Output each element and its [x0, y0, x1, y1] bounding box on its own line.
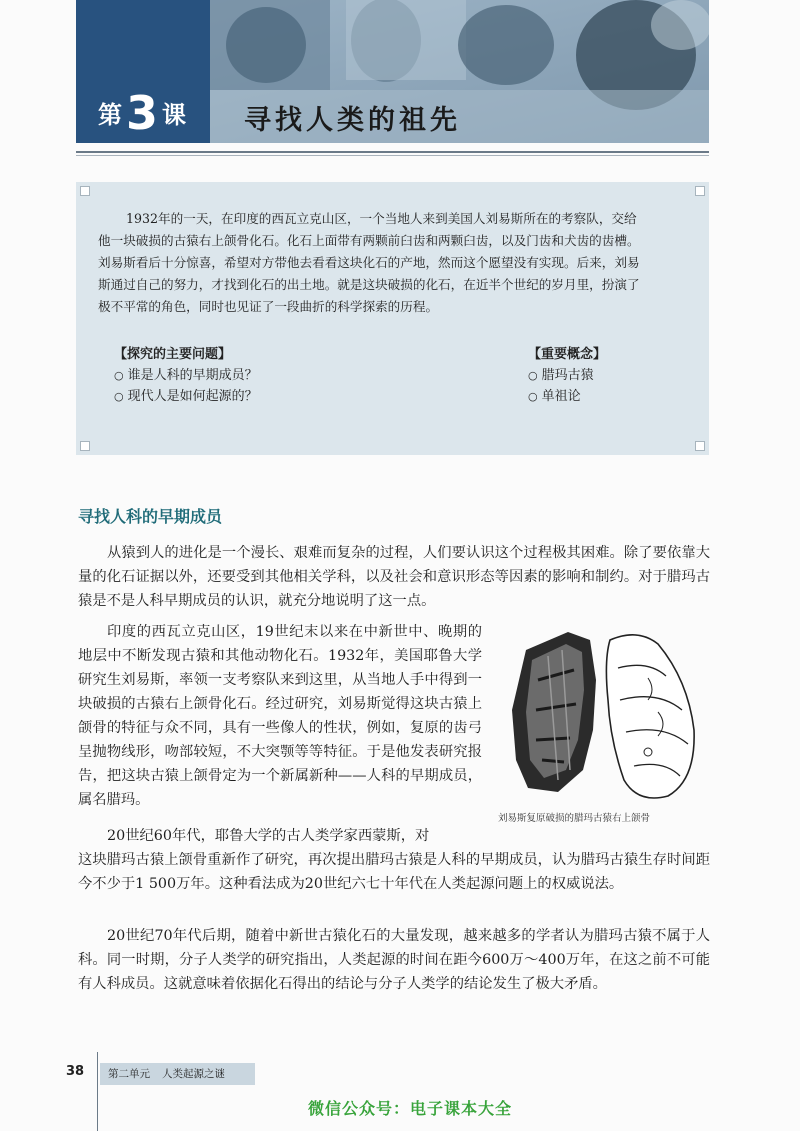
- concept-item: ○ 单祖论: [528, 386, 606, 407]
- questions-column: [114, 344, 258, 407]
- intro-box: [76, 182, 709, 455]
- concept-item: ○ 腊玛古猿: [528, 365, 606, 386]
- corner-mark: [80, 441, 90, 451]
- intro-line: 1932年的一天，在印度的西瓦立克山区，一个当地人来到美国人刘易斯所在的考察队，交给: [126, 211, 637, 226]
- body-paragraph-3-first-line: 20世纪60年代，耶鲁大学的古人类学家西蒙斯，对: [107, 828, 430, 844]
- footer-divider: [97, 1052, 98, 1131]
- watermark-text: 微信公众号：电子课本大全: [308, 1099, 513, 1118]
- corner-mark: [695, 441, 705, 451]
- page-number: 38: [66, 1064, 85, 1079]
- intro-line: 刘易斯看后十分惊喜，希望对方带他去看看这块化石的产地，然而这个愿望没有实现。后来，刘易: [98, 255, 640, 270]
- questions-heading: 【探究的主要问题】: [114, 347, 232, 362]
- corner-mark: [80, 186, 90, 196]
- header-divider: [76, 151, 709, 153]
- unit-label: 第二单元: [108, 1068, 150, 1080]
- section-title: 寻找人科的早期成员: [78, 507, 223, 526]
- unit-tab: [100, 1063, 255, 1085]
- concepts-column: [528, 344, 606, 407]
- header-divider-thin: [76, 155, 709, 156]
- body-paragraph-2: 印度的西瓦立克山区，19世纪末以来在中新世中、晚期的地层中不断发现古猿和其他动物化石。1932年，美国耶鲁大学研究生刘易斯，率领一支考察队来到这里，从当地人手中得到一块破损的古猿右上颌骨化石。经过研究，刘易斯觉得这块古猿上颌骨的特征与众不同，具有一些像人的性状，例如，复原的齿弓呈抛物线形，吻部较短，不大突颚等等特征。于是他发表研究报告，把这块古猿上颌骨定为一个新属新种——人科的早期成员，属名腊玛。: [78, 624, 482, 808]
- body-paragraph-1: 从猿到人的进化是一个漫长、艰难而复杂的过程，人们要认识这个过程极其困难。除了要依靠大量的化石证据以外，还要受到其他相关学科，以及社会和意识形态等因素的影响和制约。对于腊玛古猿是不是人科早期成员的认识，就充分地说明了这一点。: [78, 545, 710, 609]
- lesson-number-label: [98, 86, 186, 140]
- question-item: ○ 现代人是如何起源的？: [114, 386, 258, 407]
- intro-line: 斯通过自己的努力，才找到化石的出土地。就是这块破损的化石，在近半个世纪的岁月里，扮演了: [98, 277, 640, 292]
- body-paragraph-4: 20世纪70年代后期，随着中新世古猿化石的大量发现，越来越多的学者认为腊玛古猿不属于人科。同一时期，分子人类学的研究指出，人类起源的时间在距今600万～400万年，在这之前不可能有人科成员。这就意味着依据化石得出的结论与分子人类学的结论发生了极大矛盾。: [78, 928, 710, 992]
- question-item: ○ 谁是人科的早期成员？: [114, 365, 258, 386]
- corner-mark: [695, 186, 705, 196]
- intro-line: 他一块破损的古猿右上颌骨化石。化石上面带有两颗前臼齿和两颗臼齿，以及门齿和犬齿的齿槽。: [98, 233, 640, 248]
- lesson-title: 寻找人类的祖先: [244, 105, 461, 136]
- lesson-number: 3: [126, 86, 159, 140]
- figure-caption: 刘易斯复原破损的腊玛古猿右上颌骨: [498, 813, 651, 824]
- lesson-prefix: 第: [98, 101, 122, 129]
- lesson-header: [76, 0, 709, 143]
- unit-title: 人类起源之谜: [162, 1068, 225, 1080]
- intro-line: 极不平常的角色，同时也见证了一段曲折的科学探索的历程。: [98, 299, 439, 314]
- lesson-suffix: 课: [162, 101, 187, 129]
- intro-paragraph: [98, 208, 688, 318]
- body-paragraph-3: 这块腊玛古猿上颌骨重新作了研究，再次提出腊玛古猿是人科的早期成员，认为腊玛古猿生存时间距今不少于1 500万年。这种看法成为20世纪六七十年代在人类起源问题上的权威说法。: [78, 852, 710, 892]
- concepts-heading: 【重要概念】: [528, 347, 607, 362]
- maxilla-fossil-illustration: [498, 620, 710, 806]
